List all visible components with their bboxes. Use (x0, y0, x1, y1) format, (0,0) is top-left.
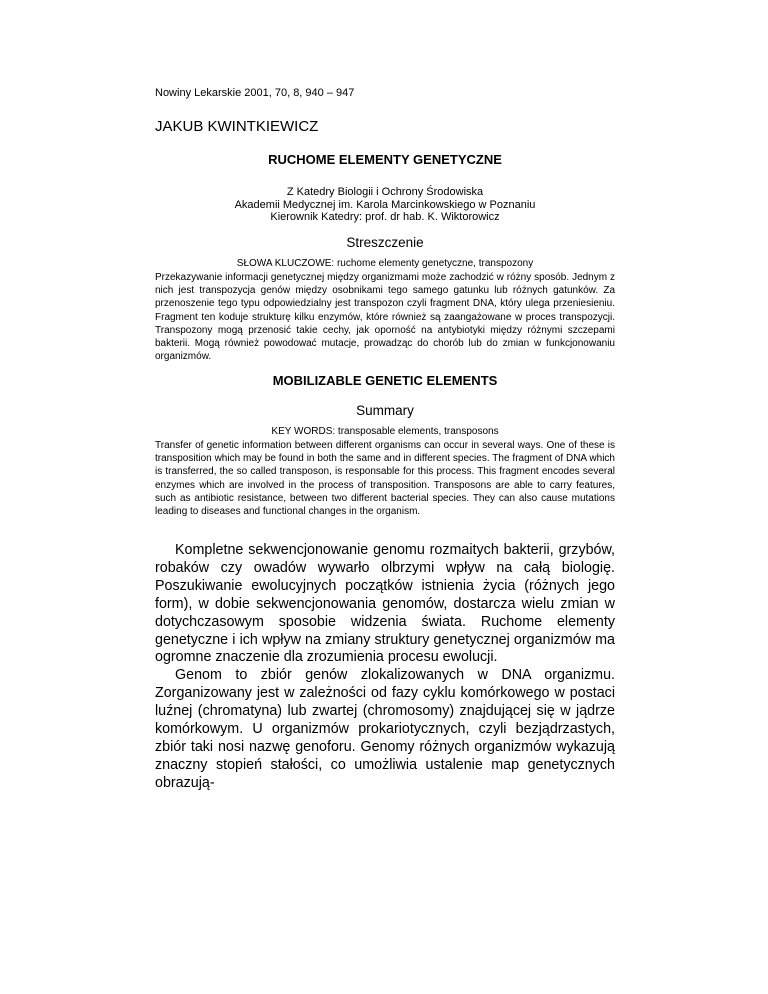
article-title-polish: RUCHOME ELEMENTY GENETYCZNE (268, 152, 502, 167)
keywords-english: KEY WORDS: transposable elements, transposons (271, 426, 499, 437)
affiliation (155, 186, 615, 224)
journal-citation: Nowiny Lekarskie 2001, 70, 8, 940 – 947 (155, 87, 355, 99)
keywords-polish: SŁOWA KLUCZOWE: ruchome elementy genetyczne, transpozony (236, 258, 534, 269)
affiliation-line-2: Akademii Medycznej im. Karola Marcinkowskiego w Poznaniu (234, 198, 536, 211)
affiliation-line-3: Kierownik Katedry: prof. dr hab. K. Wiktorowicz (270, 211, 500, 223)
abstract-heading-english: Summary (356, 403, 414, 418)
abstract-text-polish: Przekazywanie informacji genetycznej między organizmami może zachodzić w różny sposób. Jednym z nich jest transpozycja genów między osobnikami tego samego gatunku lub różnych gatunków. Za przenoszenie tego typu odpowiedzialny jest transpozon czyli fragment DNA, który ulega przeniesieniu. Fragment ten koduje strukturę kilku enzymów, które również są zaangażowane w proces transpozycji. Transpozony mogą przenosić takie cechy, jak oporność na antybiotyki między różnymi szczepami bakterii. Mogą również powodować mutacje, prowadząc do chorób lub do zmian w funkcjonowaniu organizmów. (155, 272, 615, 363)
abstract-text-english: Transfer of genetic information between different organisms can occur in several ways. One of these is transposition which may be found in both the same and in different species. The fragment of DNA which is transferred, the so called transposon, is responsable for this process. This fragment encodes several enzymes which are involved in the process of transposition. Transposons are able to carry features, such as antibiotic resistance, between two different bacterial species. They can also cause mutations leading to diseases and functional changes in the organism. (155, 440, 615, 518)
author-name: JAKUB KWINTKIEWICZ (155, 118, 319, 135)
article-title-english: MOBILIZABLE GENETIC ELEMENTS (272, 373, 498, 388)
abstract-heading-polish: Streszczenie (346, 235, 424, 250)
article-body (155, 542, 615, 793)
body-paragraph-1: Kompletne sekwencjonowanie genomu rozmaitych bakterii, grzybów, robaków czy owadów wywarło olbrzymi wpływ na całą biologię. Poszukiwanie ewolucyjnych początków istnienia życia (różnych jego form), w dobie sekwencjonowania genomów, dostarcza wielu zmian w dotychczasowym sposobie widzenia świata. Ruchome elementy genetyczne i ich wpływ na zmiany struktury genetycznej organizmów ma ogromne znaczenie dla zrozumienia procesu ewolucji. (155, 542, 615, 666)
body-paragraph-2: Genom to zbiór genów zlokalizowanych w DNA organizmu. Zorganizowany jest w zależności od fazy cyklu komórkowego w postaci luźnej (chromatyna) lub zwartej (chromosomy) znajdującej się w jądrze komórkowym. U organizmów prokariotycznych, czyli bezjądrzastych, zbiór taki nosi nazwę genoforu. Genomy różnych organizmów wykazują znaczny stopień stałości, co umożliwia ustalenie map genetycznych obrazują- (155, 667, 615, 791)
affiliation-line-1: Z Katedry Biologii i Ochrony Środowiska (286, 186, 484, 198)
